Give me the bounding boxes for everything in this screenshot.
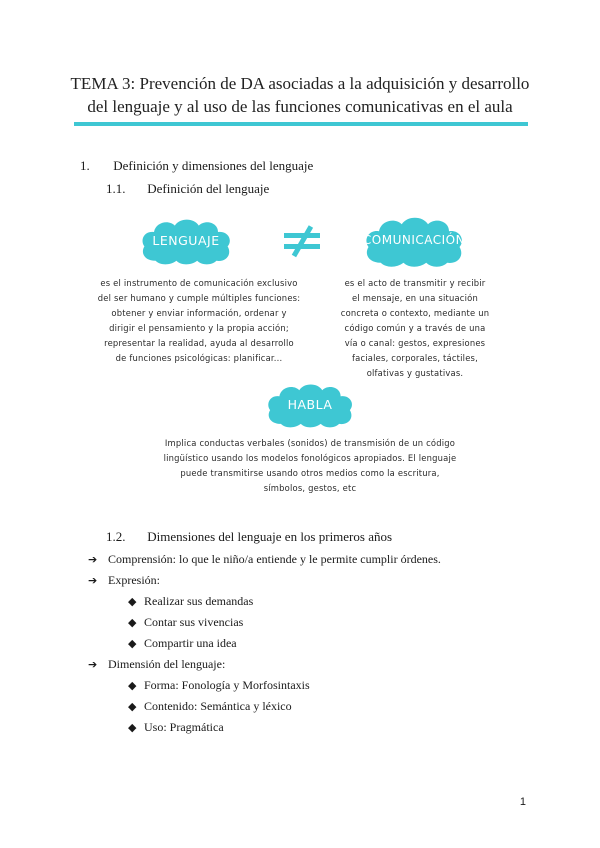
title-underline bbox=[74, 122, 528, 126]
habla-line: lingüístico usando los modelos fonológicos apropiados. El lenguaje bbox=[163, 453, 457, 463]
expresion-item-text: Compartir una idea bbox=[144, 636, 237, 650]
expresion-item bbox=[128, 593, 253, 610]
habla-line: símbolos, gestos, etc bbox=[263, 483, 357, 493]
section-1-heading bbox=[80, 158, 313, 174]
lenguaje-label: LENGUAJE bbox=[152, 233, 220, 248]
habla-definition bbox=[150, 436, 470, 496]
title-line-2: del lenguaje y al uso de las funciones comunicativas en el aula bbox=[87, 97, 513, 116]
dimension-text: Dimensión del lenguaje: bbox=[108, 657, 226, 671]
diamond-icon: ◆ bbox=[128, 616, 137, 629]
section-1-1-title: Definición del lenguaje bbox=[147, 181, 270, 196]
arrow-icon: ➔ bbox=[88, 658, 98, 671]
lenguaje-line: es el instrumento de comunicación exclusivo bbox=[100, 278, 298, 288]
diamond-icon: ◆ bbox=[128, 679, 137, 692]
bullet-dimension bbox=[88, 656, 225, 673]
page-number: 1 bbox=[519, 796, 526, 808]
lenguaje-cloud bbox=[138, 212, 234, 268]
comunicacion-line: vía o canal: gestos, expresiones bbox=[344, 338, 486, 348]
comunicacion-line: concreta o contexto, mediante un bbox=[340, 308, 490, 318]
bullet-expresion bbox=[88, 572, 160, 589]
habla-label: HABLA bbox=[287, 397, 333, 412]
comunicacion-line: código común y a través de una bbox=[344, 323, 486, 333]
lenguaje-definition bbox=[84, 276, 314, 366]
arrow-icon: ➔ bbox=[88, 553, 98, 566]
expresion-item-text: Contar sus vivencias bbox=[144, 615, 244, 629]
document-title bbox=[40, 72, 560, 118]
section-1-2-title: Dimensiones del lenguaje en los primeros años bbox=[147, 529, 393, 544]
dimension-item-text: Contenido: Semántica y léxico bbox=[144, 699, 292, 713]
diamond-icon: ◆ bbox=[128, 595, 137, 608]
comunicacion-line: olfativas y gustativas. bbox=[366, 368, 464, 378]
section-1-number: 1. bbox=[80, 158, 90, 173]
comunicacion-line: faciales, corporales, táctiles, bbox=[351, 353, 478, 363]
comunicacion-line: es el acto de transmitir y recibir bbox=[344, 278, 486, 288]
expresion-item bbox=[128, 635, 237, 652]
diamond-icon: ◆ bbox=[128, 700, 137, 713]
bullet-comprension bbox=[88, 551, 441, 568]
not-equal-icon bbox=[284, 224, 320, 258]
dimension-item bbox=[128, 698, 292, 715]
section-1-2-heading bbox=[106, 529, 392, 545]
habla-cloud bbox=[264, 378, 356, 430]
title-line-1: TEMA 3: Prevención de DA asociadas a la adquisición y desarrollo bbox=[70, 74, 530, 93]
dimension-item bbox=[128, 677, 310, 694]
habla-line: puede transmitirse usando otros medios como la escritura, bbox=[180, 468, 440, 478]
section-1-1-heading bbox=[106, 181, 269, 197]
comunicacion-line: el mensaje, en una situación bbox=[352, 293, 478, 303]
section-1-2-number: 1.2. bbox=[106, 529, 126, 544]
habla-line: Implica conductas verbales (sonidos) de transmisión de un código bbox=[164, 438, 456, 448]
comunicacion-cloud bbox=[352, 212, 476, 268]
section-1-title: Definición y dimensiones del lenguaje bbox=[113, 158, 314, 173]
lenguaje-line: obtener y enviar información, ordenar y bbox=[111, 308, 287, 318]
dimension-item bbox=[128, 719, 224, 736]
expresion-text: Expresión: bbox=[108, 573, 160, 587]
comunicacion-label: COMUNICACIÓN bbox=[362, 233, 466, 247]
expresion-item-text: Realizar sus demandas bbox=[144, 594, 254, 608]
lenguaje-line: de funciones psicológicas: planificar... bbox=[115, 353, 283, 363]
arrow-icon: ➔ bbox=[88, 574, 98, 587]
comunicacion-definition bbox=[330, 276, 500, 381]
section-1-1-number: 1.1. bbox=[106, 181, 126, 196]
comprension-text: Comprensión: lo que le niño/a entiende y le permite cumplir órdenes. bbox=[108, 552, 441, 566]
dimension-item-text: Forma: Fonología y Morfosintaxis bbox=[144, 678, 310, 692]
diamond-icon: ◆ bbox=[128, 721, 137, 734]
lenguaje-line: representar la realidad, ayuda al desarrollo bbox=[104, 338, 294, 348]
dimension-item-text: Uso: Pragmática bbox=[144, 720, 224, 734]
lenguaje-line: del ser humano y cumple múltiples funciones: bbox=[97, 293, 301, 303]
lenguaje-line: dirigir el pensamiento y la propia acción; bbox=[109, 323, 289, 333]
diamond-icon: ◆ bbox=[128, 637, 137, 650]
expresion-item bbox=[128, 614, 243, 631]
